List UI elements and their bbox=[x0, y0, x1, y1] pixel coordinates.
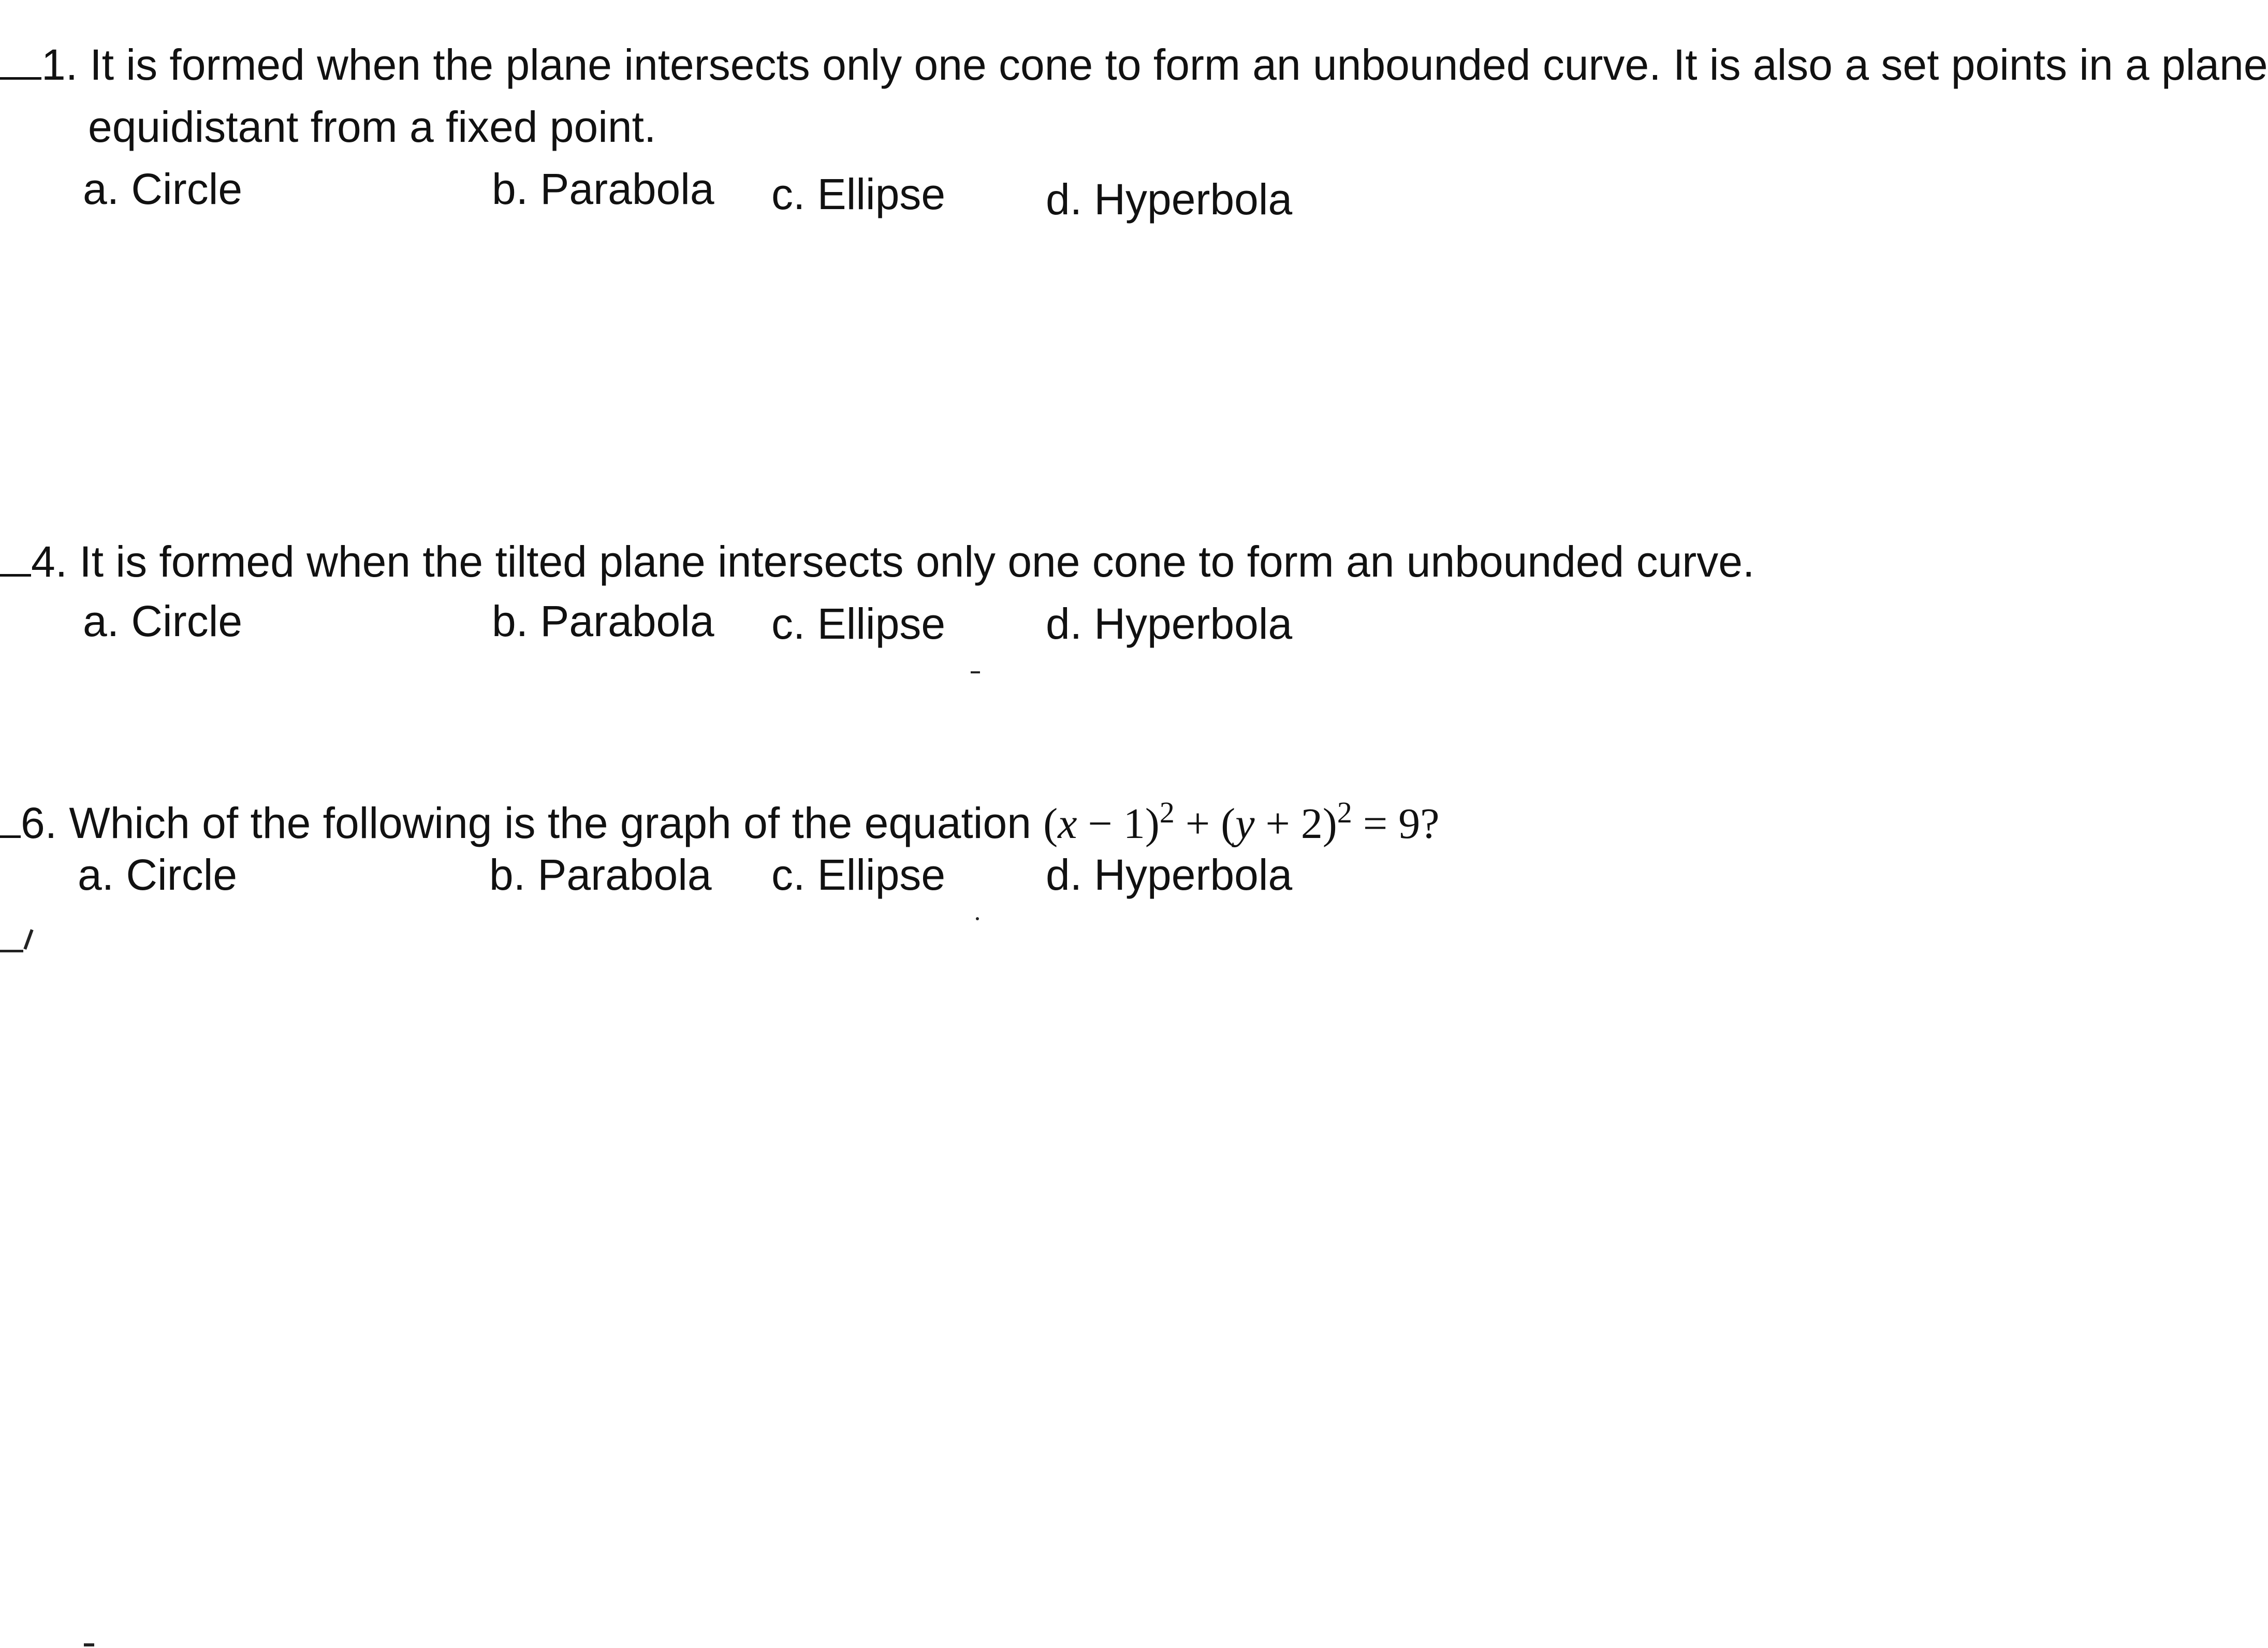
question-6-choice-a[interactable]: a. Circle bbox=[78, 850, 238, 899]
question-4-choice-c[interactable]: c. Ellipse bbox=[771, 599, 946, 648]
stray-mark bbox=[971, 671, 980, 673]
equation-x: x bbox=[1058, 800, 1077, 848]
question-6-choice-b[interactable]: b. Parabola bbox=[489, 850, 712, 899]
answer-blank-6[interactable] bbox=[0, 802, 21, 838]
question-4-text: It is formed when the tilted plane intersects only one cone to form an unbounded curve. bbox=[79, 537, 1755, 586]
equation-exponent-1: 2 bbox=[1159, 796, 1175, 829]
stray-mark bbox=[976, 917, 979, 920]
question-1-choice-c[interactable]: c. Ellipse bbox=[771, 170, 946, 218]
question-1-choice-a[interactable]: a. Circle bbox=[83, 165, 243, 213]
question-1-line2: equidistant from a fixed point. bbox=[88, 102, 656, 151]
equation-y: y bbox=[1235, 800, 1255, 848]
equation-open-paren: ( bbox=[1043, 800, 1058, 848]
question-4-choice-b[interactable]: b. Parabola bbox=[492, 597, 714, 645]
question-6-number: 6. bbox=[21, 799, 57, 847]
question-1-number: 1. bbox=[41, 40, 78, 89]
question-6-choice-c[interactable]: c. Ellipse bbox=[771, 850, 946, 899]
question-6-text: Which of the following is the graph of the equation bbox=[69, 799, 1031, 847]
question-6-line1 bbox=[0, 787, 1440, 850]
equation-minus-one: − 1) bbox=[1077, 800, 1160, 848]
question-1-choice-d[interactable]: d. Hyperbola bbox=[1046, 175, 1293, 224]
question-4-choice-a[interactable]: a. Circle bbox=[83, 597, 243, 645]
question-4-line1 bbox=[0, 536, 1754, 587]
stray-mark bbox=[84, 1643, 94, 1646]
equation-exponent-2: 2 bbox=[1337, 796, 1352, 829]
equation-equals-nine: = 9? bbox=[1352, 800, 1440, 848]
answer-blank-4[interactable] bbox=[0, 541, 31, 577]
question-1-choice-b[interactable]: b. Parabola bbox=[492, 165, 714, 213]
question-6-choice-d[interactable]: d. Hyperbola bbox=[1046, 850, 1293, 899]
equation-plus: + ( bbox=[1174, 800, 1236, 848]
equation-plus-two: + 2) bbox=[1254, 800, 1337, 848]
question-1-text: It is formed when the plane intersects only one cone to form an unbounded curve. It is also a set points in a plane bbox=[90, 40, 2268, 89]
answer-blank-7[interactable] bbox=[0, 950, 23, 952]
question-4-number: 4. bbox=[31, 537, 68, 586]
question-6-equation bbox=[1043, 796, 1440, 848]
question-4-choice-d[interactable]: d. Hyperbola bbox=[1046, 599, 1293, 648]
answer-blank-1[interactable] bbox=[0, 44, 41, 80]
question-1-line1 bbox=[0, 39, 2268, 91]
partial-mark bbox=[23, 929, 33, 950]
